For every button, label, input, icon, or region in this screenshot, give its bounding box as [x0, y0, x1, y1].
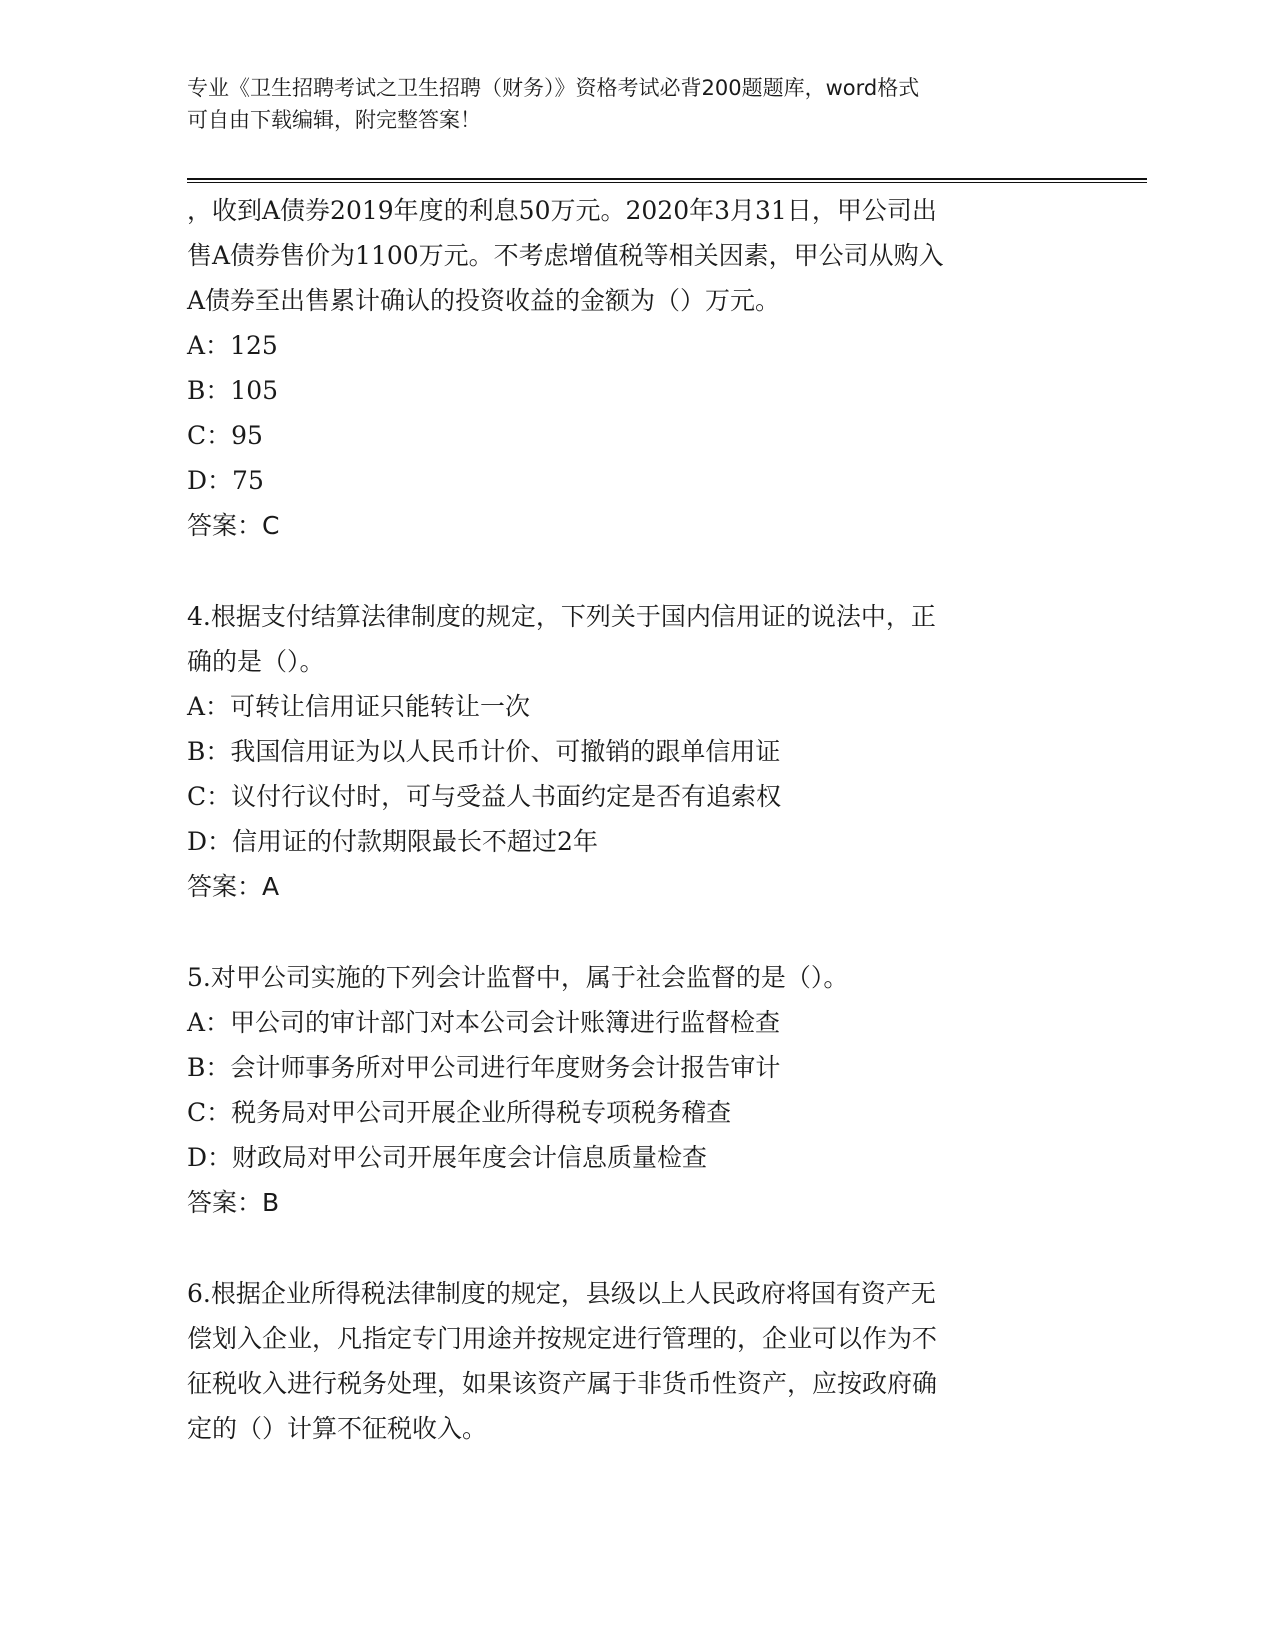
spacer: [187, 909, 1087, 955]
option-a: A：125: [187, 331, 278, 360]
answer-line: 答案：B: [187, 1188, 280, 1217]
question-text-line: 6.根据企业所得税法律制度的规定，县级以上人民政府将国有资产无: [187, 1279, 936, 1308]
spacer: [187, 1225, 1087, 1271]
question-6: [187, 1271, 1087, 1451]
question-text-line: 征税收入进行税务处理，如果该资产属于非货币性资产，应按政府确: [187, 1369, 938, 1398]
question-text-line: 定的（）计算不征税收入。: [187, 1414, 488, 1443]
header-title-line-2: 可自由下载编辑，附完整答案！: [187, 108, 481, 132]
document-body: [187, 188, 1087, 1451]
answer-line: 答案：A: [187, 872, 280, 901]
document-header: [187, 72, 1087, 136]
question-5: [187, 955, 1087, 1225]
option-b: B：105: [187, 376, 279, 405]
question-text-line: 5.对甲公司实施的下列会计监督中，属于社会监督的是（）。: [187, 963, 849, 992]
answer-line: 答案：C: [187, 511, 280, 540]
question-text-line: 确的是（）。: [187, 647, 325, 676]
spacer: [187, 548, 1087, 594]
question-text-line: 偿划入企业，凡指定专门用途并按规定进行管理的，企业可以作为不: [187, 1324, 938, 1353]
option-b: B：我国信用证为以人民币计价、可撤销的跟单信用证: [187, 737, 781, 766]
option-c: C：税务局对甲公司开展企业所得税专项税务稽查: [187, 1098, 732, 1127]
question-text-line: A债券至出售累计确认的投资收益的金额为（）万元。: [187, 286, 781, 315]
option-b: B：会计师事务所对甲公司进行年度财务会计报告审计: [187, 1053, 781, 1082]
question-3: [187, 188, 1087, 548]
option-d: D：财政局对甲公司开展年度会计信息质量检查: [187, 1143, 708, 1172]
header-divider-thin: [187, 182, 1147, 183]
header-divider-thick: [187, 178, 1147, 180]
option-c: C：95: [187, 421, 263, 450]
question-4: [187, 594, 1087, 909]
option-d: D：75: [187, 466, 264, 495]
option-a: A：甲公司的审计部门对本公司会计账簿进行监督检查: [187, 1008, 781, 1037]
option-c: C：议付行议付时，可与受益人书面约定是否有追索权: [187, 782, 782, 811]
header-title-line-1: 专业《卫生招聘考试之卫生招聘（财务）》资格考试必背200题题库，word格式: [187, 76, 920, 100]
option-d: D：信用证的付款期限最长不超过2年: [187, 827, 598, 856]
question-text-line: 售A债券售价为1100万元。不考虑增值税等相关因素，甲公司从购入: [187, 241, 944, 270]
question-text-line: ，收到A债券2019年度的利息50万元。2020年3月31日，甲公司出: [187, 196, 937, 225]
question-text-line: 4.根据支付结算法律制度的规定，下列关于国内信用证的说法中，正: [187, 602, 936, 631]
option-a: A：可转让信用证只能转让一次: [187, 692, 531, 721]
